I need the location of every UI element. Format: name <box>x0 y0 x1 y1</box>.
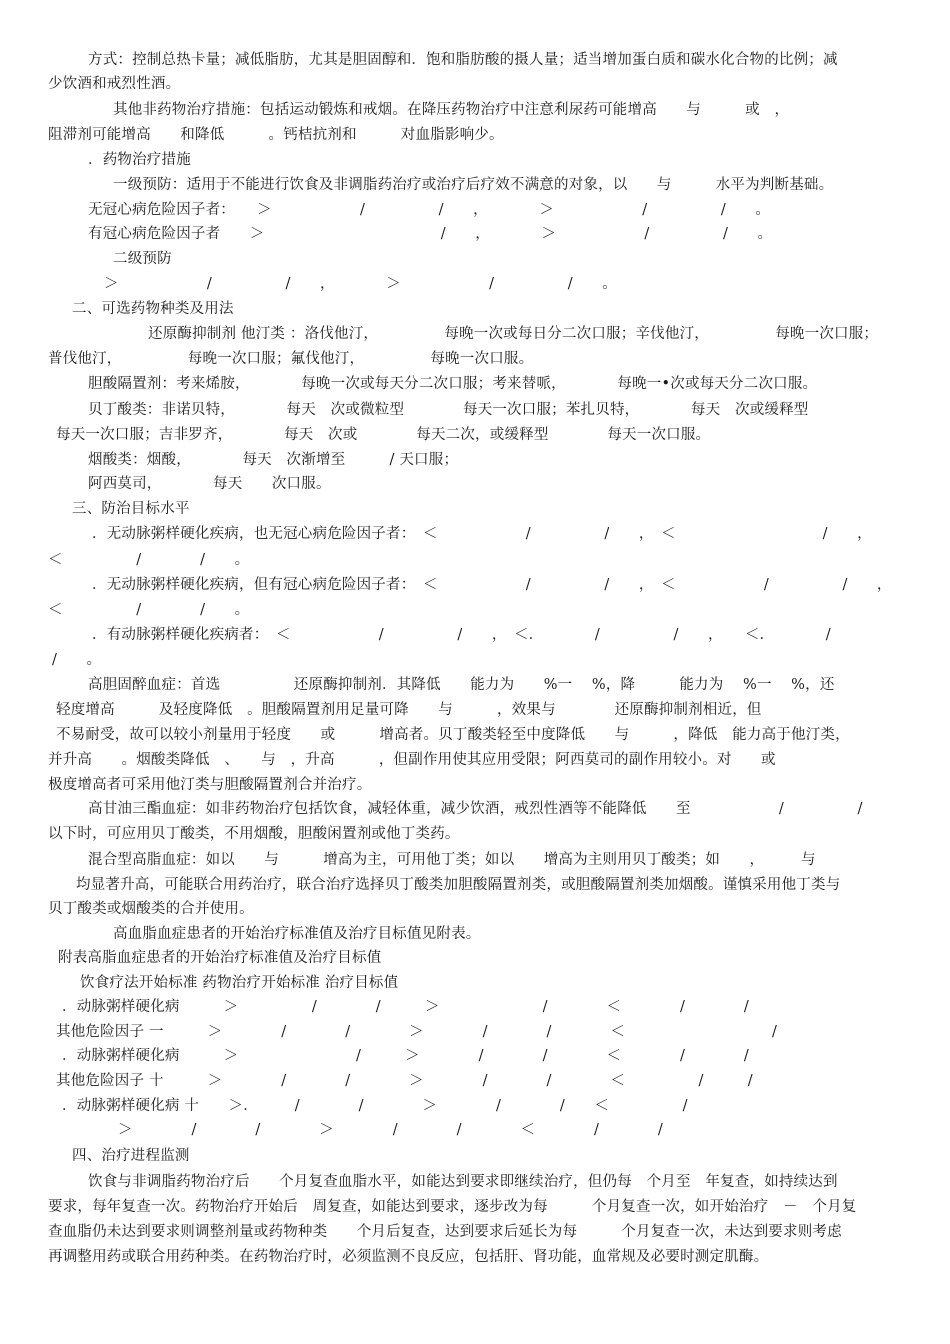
text-line: 要求，每年复查一次。药物治疗开始后 周复查，如能达到要求，逐步改为每 个月复查一次，如开始治疗 － 个月复 <box>48 1199 857 1215</box>
text-line: 二级预防 <box>113 251 172 267</box>
text-line: 烟酸类：烟酸， 每天 次渐增至 / 天口服； <box>88 452 459 468</box>
text-line: 其他非药物治疗措施：包括运动锻炼和戒烟。在降压药物治疗中注意利尿药可能增高 与 或 ， <box>113 102 790 118</box>
text-line: 轻度增高 及轻度降低 。胆酸隔置剂用足量可降 与 ，效果与 还原酶抑制剂相近，但 <box>56 702 762 718</box>
text-line: 贝丁酸类或烟酸类的合并使用。 <box>48 901 254 917</box>
text-line: 普伐他汀， 每晚一次口服；氟伐他汀， 每晚一次口服。 <box>48 351 534 367</box>
section-heading: 四、治疗进程监测 <box>72 1148 190 1164</box>
text-line: 高胆固醉血症：首选 还原酶抑制剂．其降低 能力为 %一 %，降 能力为 %一 %，还 <box>88 677 835 693</box>
text-line: ．无动脉粥样硬化疾病，但有冠心病危险因子者： ＜ / / ， ＜ / / ， <box>92 577 892 593</box>
section-heading: 二、可选药物种类及用法 <box>72 301 234 317</box>
table-row: ．动脉粥样硬化病 十 ＞． / / ＞ / / ＜ / <box>62 1098 688 1114</box>
text-line: 均显著升高，可能联合用药治疗，联合治疗选择贝丁酸类加胆酸隔置剂类，或胆酸隔置剂类加烟酸。谨慎采用他丁类与 <box>76 877 841 893</box>
text-line: 高甘油三酯血症：如非药物治疗包括饮食，减轻体重，减少饮酒，戒烈性酒等不能降低 至 / / <box>88 801 863 817</box>
table-row: ．动脉粥样硬化病 ＞ / / ＞ / ＜ / / <box>62 999 749 1015</box>
text-line: 饮食与非调脂药物治疗后 个月复查血脂水平，如能达到要求即继续治疗，但仍每 个月至 年复查，如持续达到 <box>88 1174 838 1190</box>
table-header: 饮食疗法开始标准 药物治疗开始标准 治疗目标值 <box>80 975 399 991</box>
table-row: 其他危险因子 一 ＞ / / ＞ / / ＜ / <box>56 1024 778 1040</box>
section-heading: ．药物治疗措施 <box>88 152 191 168</box>
text-line: ＜ / / 。 <box>48 552 250 568</box>
text-line: 高血脂血症患者的开始治疗标准值及治疗目标值见附表。 <box>113 926 481 942</box>
section-heading: 三、防治目标水平 <box>72 501 190 517</box>
text-line: ．有动脉粥样硬化疾病者： ＜ / / ， ＜． / / ， ＜． / <box>92 627 831 643</box>
table-row: ．动脉粥样硬化病 ＞ / ＞ / / ＜ / / <box>62 1048 749 1064</box>
text-line: 查血脂仍未达到要求则调整剂量或药物种类 个月后复查，达到要求后延长为每 个月复查一次，未达到要求则考虑 <box>48 1224 842 1240</box>
table-row: ＞ / / ＞ / / ＜ / / <box>118 1122 664 1138</box>
text-line: 少饮酒和戒烈性酒。 <box>48 76 181 92</box>
text-line: 方式：控制总热卡量；减低脂肪，尤其是胆固醇和．饱和脂肪酸的摄人量；适当增加蛋白质和碳水化合物的比例；减 <box>88 52 838 68</box>
text-line: 还原酶抑制剂 他汀类 ：洛伐他汀， 每晚一次或每日分二次口服；辛伐他汀， 每晚一次口服； <box>148 326 879 342</box>
table-caption: 附表高脂血症患者的开始治疗标准值及治疗目标值 <box>58 950 382 966</box>
text-line: ＜ / / 。 <box>48 602 250 618</box>
text-line: / 。 <box>52 652 102 668</box>
text-line: 以下时，可应用贝丁酸类，不用烟酸，胆酸闲置剂或他丁类药。 <box>48 826 460 842</box>
text-line: 每天一次口服；吉非罗齐， 每天 次或 每天二次，或缓释型 每天一次口服。 <box>56 427 711 443</box>
text-line: 一级预防：适用于不能进行饮食及非调脂药治疗或治疗后疗效不满意的对象，以 与 水平为判断基础。 <box>113 177 834 193</box>
text-line: 阻滞剂可能增高 和降低 。钙桔抗剂和 对血脂影响少。 <box>48 127 504 143</box>
text-line: 并升高 。烟酸类降低 、 与 ，升高 ，但副作用使其应用受限；阿西莫司的副作用较小。对 或 <box>48 752 776 768</box>
text-line: 不易耐受，故可以较小剂量用于轻度 或 增高者。贝丁酸类轻至中度降低 与 ，降低 能力高于他汀类， <box>56 727 850 743</box>
text-line: 胆酸隔置剂：考来烯胺， 每晚一次或每天分二次口服；考来替哌， 每晚一•次或每天分二次口服。 <box>88 376 818 392</box>
text-line: 无冠心病危险因子者： ＞ / / ， ＞ / / 。 <box>88 202 771 218</box>
text-line: 阿西莫司， 每天 次口服。 <box>88 476 331 492</box>
text-line: ＞ / / ， ＞ / / 。 <box>104 276 617 292</box>
text-line: 贝丁酸类：非诺贝特， 每天 次或微粒型 每天一次口服；苯扎贝特， 每天 次或缓释型 <box>88 402 809 418</box>
text-line: ．无动脉粥样硬化疾病，也无冠心病危险因子者： ＜ / / ， ＜ / ， <box>92 526 872 542</box>
text-line: 混合型高脂血症：如以 与 增高为主，可用他丁类；如以 增高为主则用贝丁酸类；如 ， 与 <box>88 852 816 868</box>
text-line: 极度增高者可采用他汀类与胆酸隔置剂合并治疗。 <box>48 777 372 793</box>
text-line: 有冠心病危险因子者 ＞ / ， ＞ / / 。 <box>88 226 773 242</box>
table-row: 其他危险因子 十 ＞ / / ＞ / / ＜ / / <box>56 1073 753 1089</box>
text-line: 再调整用药或联合用药种类。在药物治疗时，必须监测不良反应，包括肝、肾功能，血常规及必要时测定肌酶。 <box>48 1249 769 1265</box>
